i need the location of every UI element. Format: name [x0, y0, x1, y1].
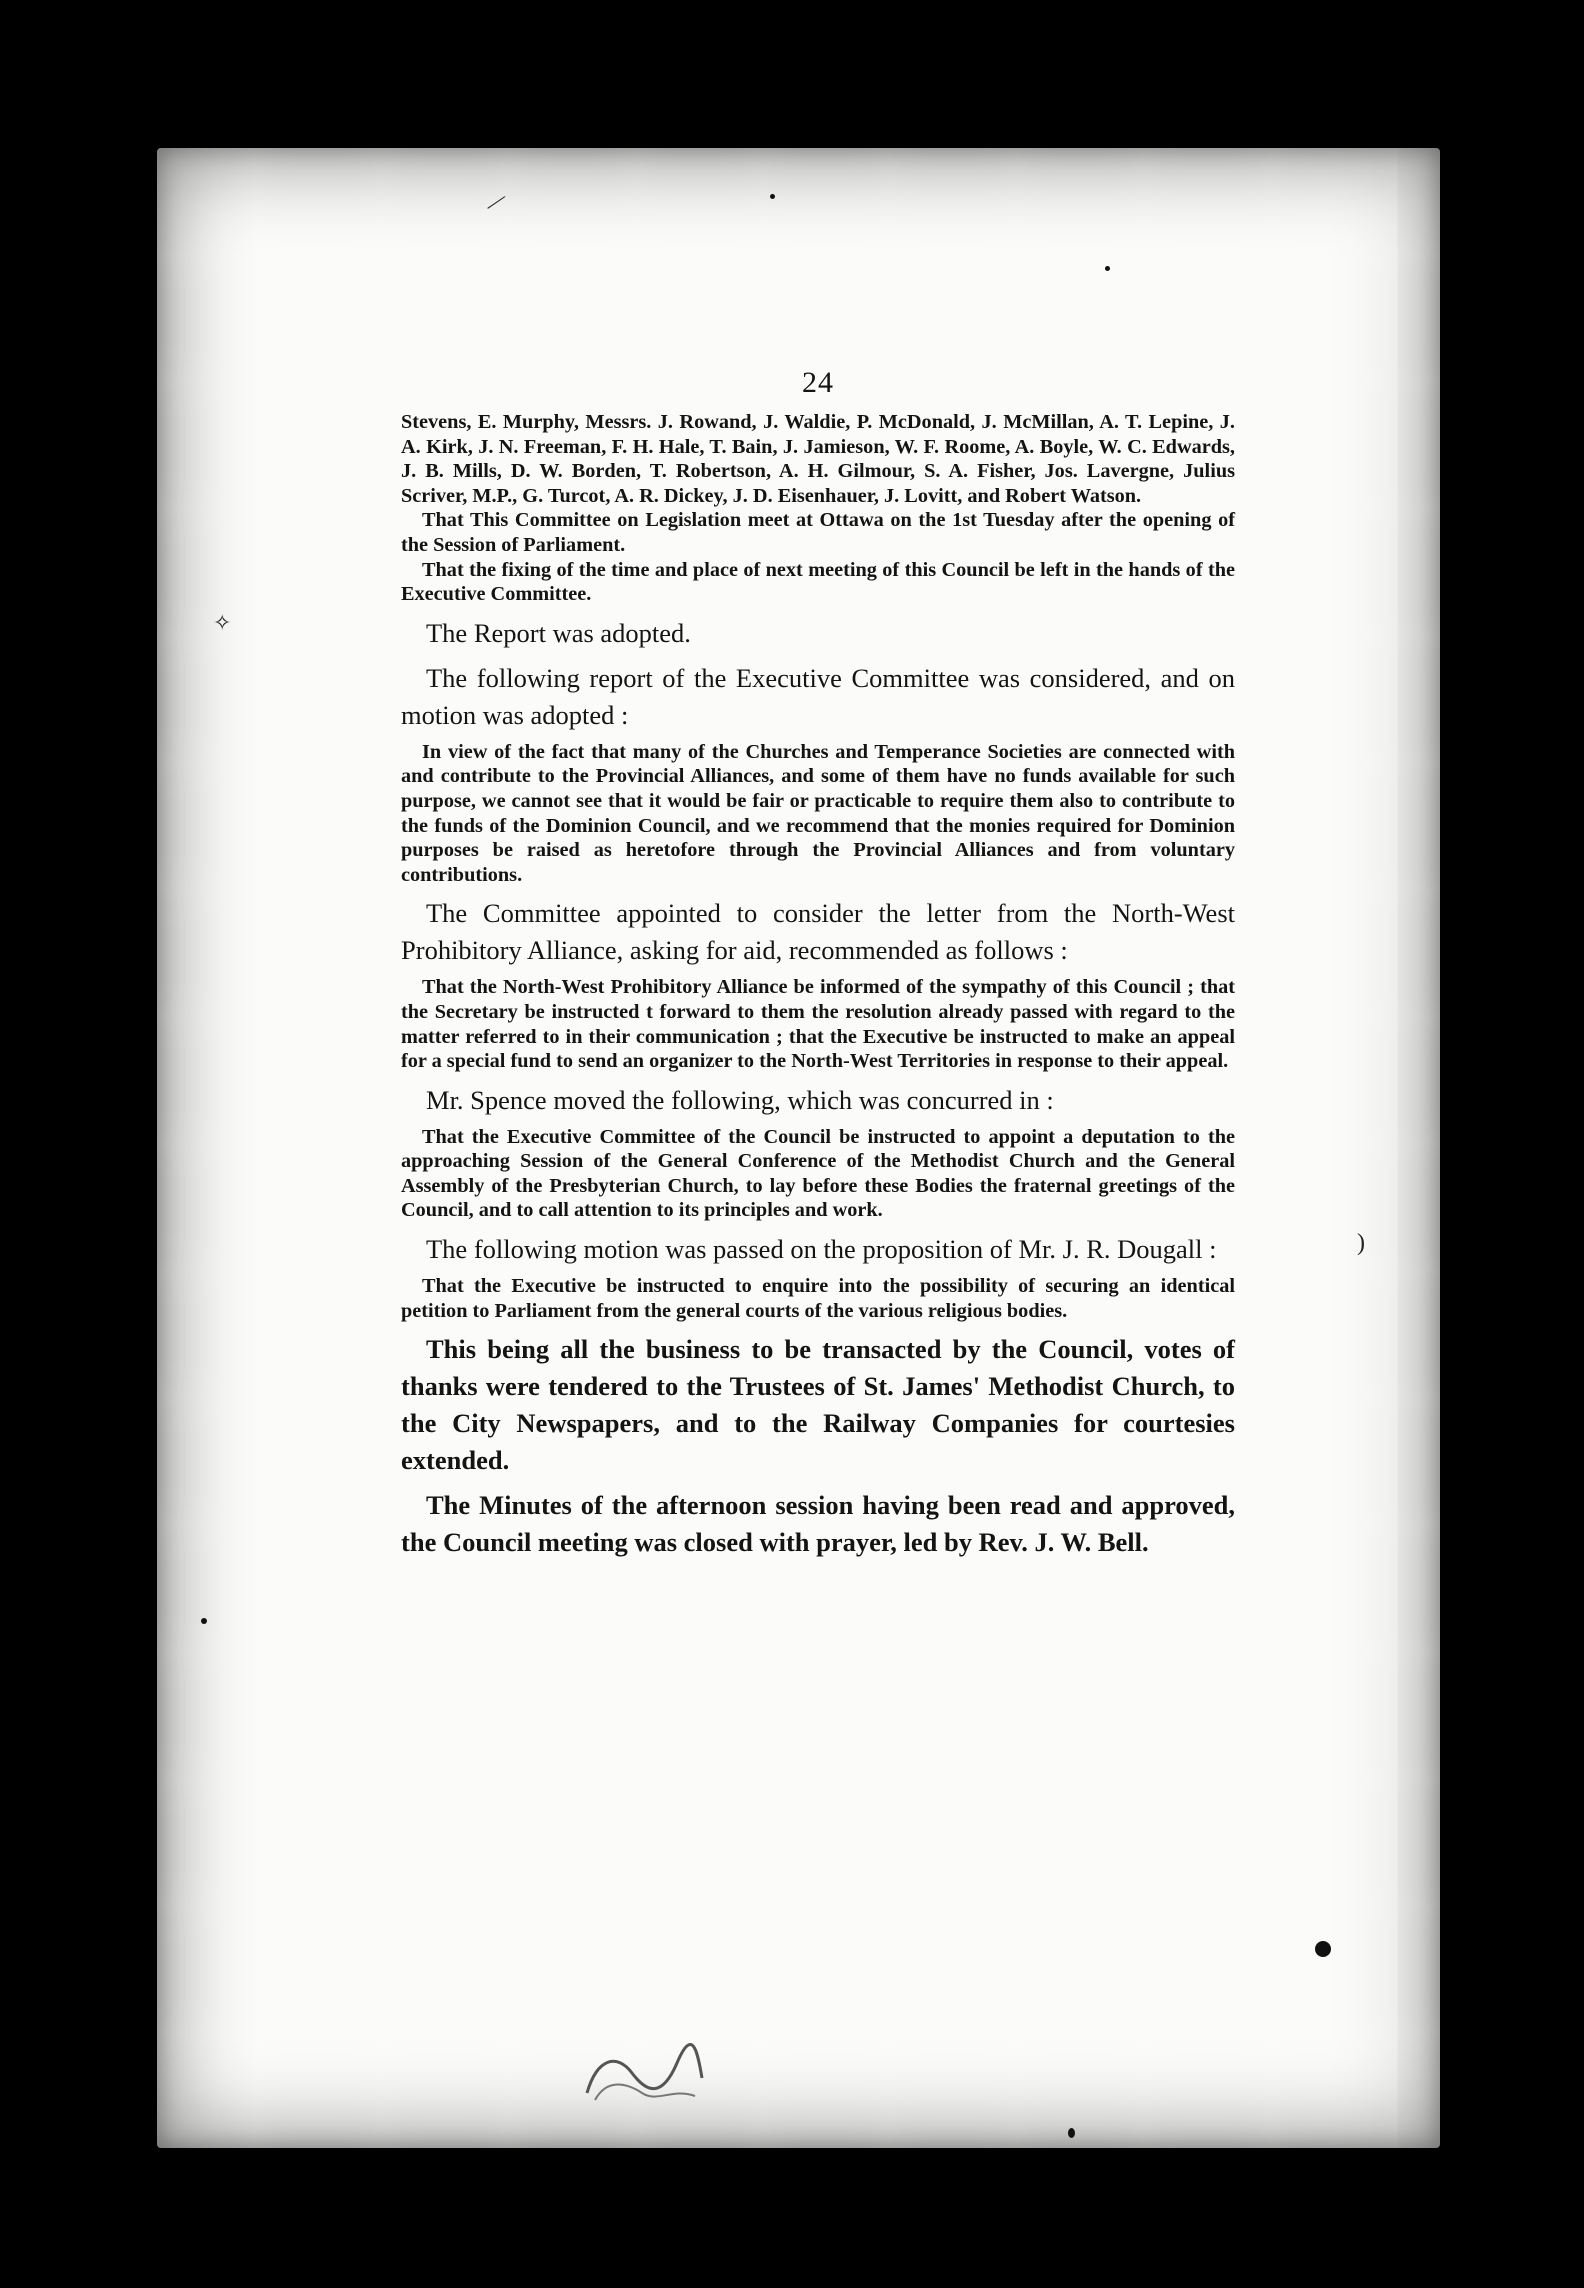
ink-dot-4 [201, 1618, 207, 1624]
provincial-alliances-report: In view of the fact that many of the Churches and Temperance Societies are connected with and contribute to the Provincial Alliances, and some of them have no funds available for such purpose, we cannot see that it would be fair or practicable to require them also to contribute to the funds of the Dominion Council, and we recommend that the monies required for Dominion purposes be raised as heretofore through the Provincial Alliances and from voluntary contributions. [401, 740, 1235, 886]
pencil-scribble [577, 2038, 707, 2108]
deputation-resolution: That the Executive Committee of the Council be instructed to appoint a deputation to the approaching Session of the General Conference of the Methodist Church and the General Assembly of the Presbyterian Church, to lay before these Bodies the fraternal greetings of the Council, and to call attention to its principles and work. [401, 1125, 1235, 1222]
margin-mark-left: ✧ [213, 610, 232, 635]
ink-dot-5 [1068, 2128, 1075, 2138]
ink-dot-2 [770, 194, 775, 199]
pencil-mark-top: ⁄ [489, 188, 504, 217]
page-content [401, 366, 1235, 1567]
votes-of-thanks-paragraph: This being all the business to be transacted by the Council, votes of thanks were tendered to the Trustees of St. James' Methodist Church, to the City Newspapers, and to the Railway Companies for courtesies extended. [401, 1334, 1235, 1476]
margin-mark-right: ) [1357, 1230, 1365, 1256]
scanned-page [157, 148, 1440, 2148]
petition-resolution: That the Executive be instructed to enquire into the possibility of securing an identical petition to Parliament from the general courts of the various religious bodies. [401, 1275, 1235, 1322]
report-adopted-statement: The Report was adopted. [426, 617, 691, 648]
north-west-committee-intro: The Committee appointed to consider the letter from the North-West Prohibitory Alliance, asking for aid, recommended as follows : [401, 898, 1235, 966]
ink-dot-3 [1105, 266, 1110, 271]
closing-paragraph: The Minutes of the afternoon session having been read and approved, the Council meeting was closed with prayer, led by Rev. J. W. Bell. [401, 1490, 1235, 1558]
executive-report-intro: The following report of the Executive Committee was considered, and on motion was adopted : [401, 662, 1235, 730]
page-number: 24 [802, 366, 834, 399]
committee-members-list: Stevens, E. Murphy, Messrs. J. Rowand, J. Waldie, P. McDonald, J. McMillan, A. T. Lepine, J. A. Kirk, J. N. Freeman, F. H. Hale, T. Bain, J. Jamieson, W. F. Roome, A. Boyle, W. C. Edwards, J. B. Mills, D. W. Borden, T. Robertson, A. H. Gilmour, S. A. Fisher, Jos. Lavergne, Julius Scriver, M.P., G. Turcot, A. R. Dickey, J. D. Eisenhauer, J. Lovitt, and Robert Watson. [401, 411, 1235, 507]
spence-motion-intro: Mr. Spence moved the following, which was concurred in : [426, 1084, 1054, 1115]
dougall-motion-intro: The following motion was passed on the proposition of Mr. J. R. Dougall : [426, 1234, 1217, 1265]
next-meeting-resolution: That the fixing of the time and place of next meeting of this Council be left in the hands of the Executive Committee. [401, 558, 1235, 606]
legislation-committee-resolution: That This Committee on Legislation meet at Ottawa on the 1st Tuesday after the opening of the Session of Parliament. [401, 509, 1235, 556]
north-west-recommendation: That the North-West Prohibitory Alliance be informed of the sympathy of this Council ; that the Secretary be instructed t forward to them the resolution already passed with regard to the matter referred to in their communication ; that the Executive be instructed to make an appeal for a special fund to send an organizer to the North-West Territories in response to their appeal. [401, 976, 1235, 1073]
ink-dot-1 [1315, 1941, 1331, 1957]
